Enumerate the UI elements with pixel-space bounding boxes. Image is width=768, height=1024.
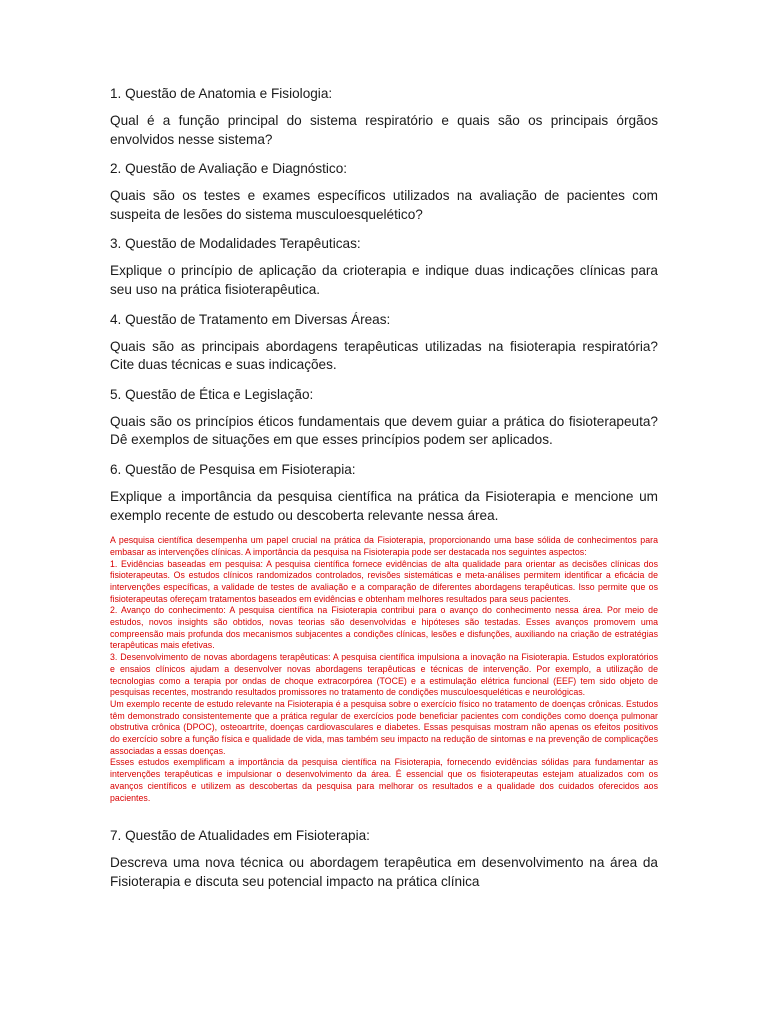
question-2 <box>110 159 658 224</box>
question-heading: 1. Questão de Anatomia e Fisiologia: <box>110 86 333 101</box>
question-4 <box>110 310 658 375</box>
answer-point-2: 2. Avanço do conhecimento: A pesquisa científica na Fisioterapia contribui para o avanço do conhecimento nessa área. Por meio de estudos, novos insights são obtidos, novas teorias são desenvolvidas e hipóteses são testadas. Esses avanços promovem uma compreensão mais profunda dos mecanismos subjacentes a condições clínicas, lesões e disfunções, auxiliando na criação de estratégias terapêuticas mais efetivas. <box>110 605 658 651</box>
question-heading: 6. Questão de Pesquisa em Fisioterapia: <box>110 461 356 477</box>
question-text: Quais são os testes e exames específicos utilizados na avaliação de pacientes com suspeita de lesões do sistema musculoesquelético? <box>110 188 658 222</box>
question-text: Qual é a função principal do sistema respiratório e quais são os principais órgãos envolvidos nesse sistema? <box>110 113 658 147</box>
question-6 <box>110 460 658 525</box>
question-text: Explique a importância da pesquisa científica na prática da Fisioterapia e mencione um exemplo recente de estudo ou descoberta relevante nessa área. <box>110 488 658 523</box>
answer-intro: A pesquisa científica desempenha um papel crucial na prática da Fisioterapia, proporcionando uma base sólida de conhecimentos para embasar as intervenções clínicas. A importância da pesquisa na Fisioterapia pode ser destacada nos seguintes aspectos: <box>110 535 658 557</box>
answer-block <box>110 535 658 804</box>
question-heading: 4. Questão de Tratamento em Diversas Áreas: <box>110 311 391 327</box>
answer-point-1: 1. Evidências baseadas em pesquisa: A pesquisa científica fornece evidências de alta qualidade para orientar as decisões clínicas dos fisioterapeutas. Os estudos clínicos randomizados controlados, revisões sistemáticas e meta-análises permitem identificar a eficácia de intervenções específicas, a validade de testes de avaliação e a comparação de diferentes abordagens terapêuticas. Isso permite que os fisioterapeutas ofereçam tratamentos baseados em evidências e obtenham melhores resultados para seus pacientes. <box>110 558 658 604</box>
question-text: Quais são as principais abordagens terapêuticas utilizadas na fisioterapia respiratória? Cite duas técnicas e suas indicações. <box>110 338 658 373</box>
question-5 <box>110 385 658 450</box>
section-spacer <box>110 804 658 826</box>
question-7 <box>110 826 658 891</box>
question-text: Quais são os princípios éticos fundamentais que devem guiar a prática do fisioterapeuta? Dê exemplos de situações em que esses princípios podem ser aplicados. <box>110 413 658 448</box>
question-1 <box>110 84 658 149</box>
answer-point-3: 3. Desenvolvimento de novas abordagens terapêuticas: A pesquisa científica impulsiona a inovação na Fisioterapia. Estudos exploratórios e ensaios clínicos ajudam a desenvolver novas abordagens terapêuticas e técnicas de intervenção. Por exemplo, a utilização de tecnologias como a terapia por ondas de choque extracorpórea (TOCE) e a estimulação elétrica funcional (EEF) tem sido objeto de pesquisas recentes, mostrando resultados promissores no tratamento de condições musculoesqueléticas e neurológicas. <box>110 652 658 698</box>
question-heading: 5. Questão de Ética e Legislação: <box>110 386 314 402</box>
question-heading: 2. Questão de Avaliação e Diagnóstico: <box>110 161 348 177</box>
question-text: Descreva uma nova técnica ou abordagem terapêutica em desenvolvimento na área da Fisioterapia e discuta seu potencial impacto na prática clínica <box>110 855 658 889</box>
answer-conclusion: Esses estudos exemplificam a importância da pesquisa científica na Fisioterapia, fornecendo evidências sólidas para fundamentar as intervenções terapêuticas e impulsionar o desenvolvimento da área. É essencial que os fisioterapeutas estejam atualizados com os avanços científicos e utilizem as descobertas da pesquisa para melhorar os resultados e a qualidade dos cuidados oferecidos aos pacientes. <box>110 757 658 803</box>
document-content <box>110 84 658 901</box>
question-heading: 3. Questão de Modalidades Terapêuticas: <box>110 236 361 252</box>
question-3 <box>110 234 658 299</box>
question-heading: 7. Questão de Atualidades em Fisioterapia: <box>110 828 370 844</box>
question-text: Explique o princípio de aplicação da crioterapia e indique duas indicações clínicas para seu uso na prática fisioterapêutica. <box>110 263 658 297</box>
answer-example: Um exemplo recente de estudo relevante na Fisioterapia é a pesquisa sobre o exercício físico no tratamento de doenças crônicas. Estudos têm demonstrado consistentemente que a prática regular de exercícios pode beneficiar pacientes com condições como doença pulmonar obstrutiva crônica (DPOC), osteoartrite, doenças cardiovasculares e diabetes. Essas pesquisas mostram não apenas os efeitos positivos do exercício sobre a função física e qualidade de vida, mas também seu impacto na redução de sintomas e na prevenção de complicações associadas a essas doenças. <box>110 698 658 756</box>
